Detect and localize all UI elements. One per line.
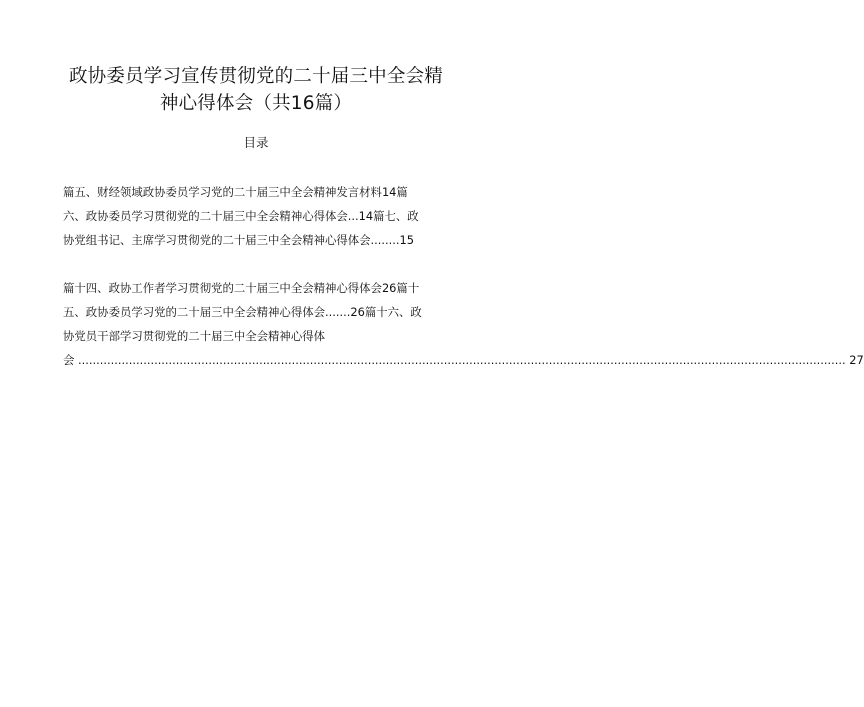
toc-entry-with-leader: [63, 348, 864, 372]
toc-page-number: 27: [849, 353, 864, 367]
title-line-1: 政协委员学习宣传贯彻党的二十届三中全会精: [68, 66, 443, 87]
title-line-2: 神心得体会（共16篇）: [159, 93, 353, 114]
dot-leader: ....................................................................................................................................................................................................................: [78, 353, 846, 367]
toc-line: 篇五、财经领域政协委员学习党的二十届三中全会精神发言材料14篇: [63, 185, 408, 199]
toc-heading: 目录: [243, 135, 269, 150]
toc-line: 六、政协委员学习贯彻党的二十届三中全会精神心得体会...14篇七、政: [63, 209, 419, 223]
toc-entry-text: 会: [63, 353, 75, 367]
toc-line: 五、政协委员学习党的二十届三中全会精神心得体会.......26篇十六、政: [63, 305, 422, 319]
toc-line: 篇十四、政协工作者学习贯彻党的二十届三中全会精神心得体会26篇十: [63, 281, 420, 295]
toc-paragraph-1: [63, 180, 451, 252]
document-title: [60, 63, 452, 117]
toc-line: 协党员干部学习贯彻党的二十届三中全会精神心得体: [63, 329, 325, 343]
toc-line: 协党组书记、主席学习贯彻党的二十届三中全会精神心得体会........15: [63, 233, 415, 247]
toc-paragraph-2: [63, 276, 864, 372]
